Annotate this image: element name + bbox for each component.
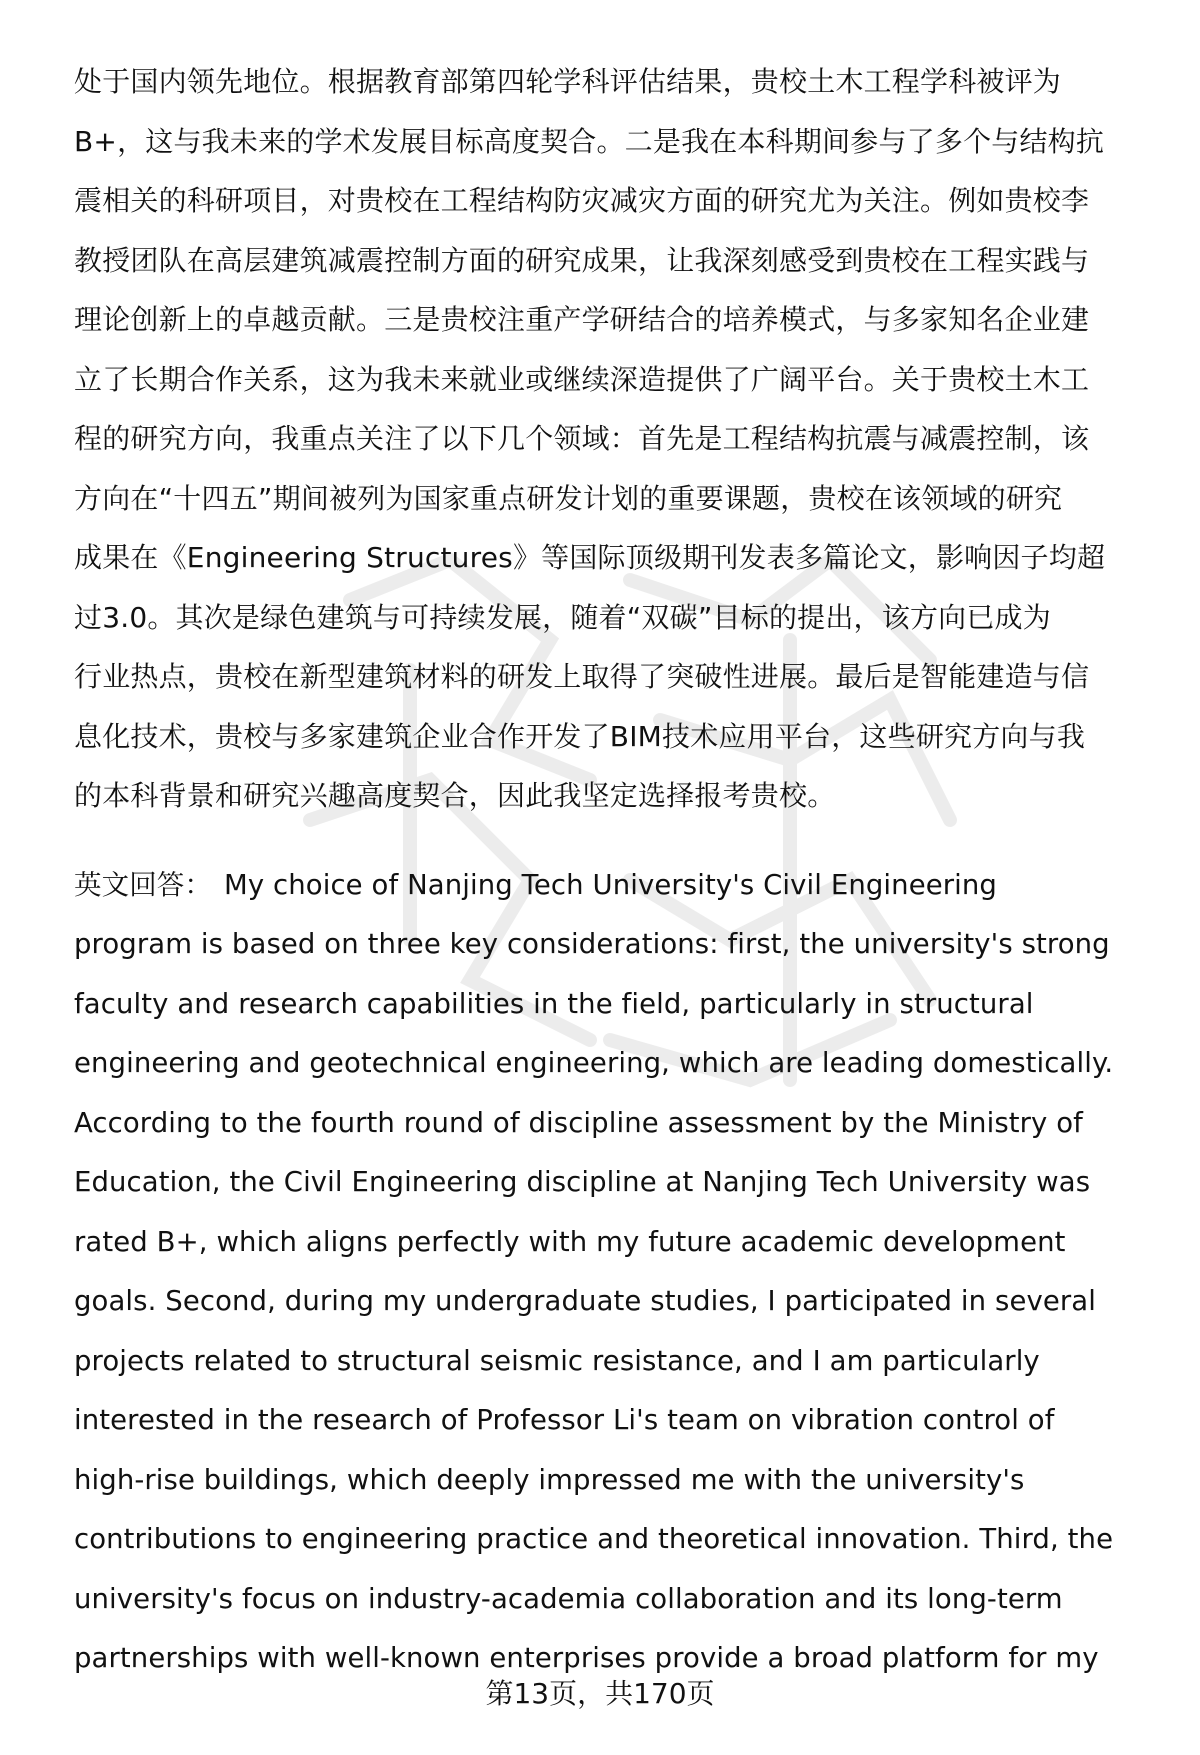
english-answer-line: high-rise buildings, which deeply impressed me with the university's bbox=[74, 1463, 1025, 1496]
english-answer-line: faculty and research capabilities in the field, particularly in structural bbox=[74, 987, 1034, 1020]
english-answer-label: 英文回答： bbox=[74, 868, 212, 901]
english-answer-line: engineering and geotechnical engineering, which are leading domestically. bbox=[74, 1047, 1114, 1079]
english-answer-line: rated B+, which aligns perfectly with my future academic development bbox=[74, 1225, 1066, 1258]
chinese-answer-line: 成果在《Engineering Structures》等国际顶级期刊发表多篇论文，影响因子均超 bbox=[74, 541, 1106, 574]
document-body bbox=[74, 52, 1154, 1689]
chinese-answer-line: B+，这与我未来的学术发展目标高度契合。二是我在本科期间参与了多个与结构抗 bbox=[74, 124, 1105, 158]
chinese-answer-line: 方向在“十四五”期间被列为国家重点研发计划的重要课题，贵校在该领域的研究 bbox=[74, 481, 1063, 515]
english-answer-line: university's focus on industry-academia collaboration and its long-term bbox=[74, 1582, 1063, 1615]
chinese-answer-line: 过3.0。其次是绿色建筑与可持续发展，随着“双碳”目标的提出，该方向已成为 bbox=[74, 600, 1051, 634]
english-answer-line: goals. Second, during my undergraduate studies, I participated in several bbox=[74, 1285, 1096, 1317]
english-answer-line: partnerships with well-known enterprises provide a broad platform for my bbox=[74, 1642, 1099, 1674]
chinese-answer-line: 处于国内领先地位。根据教育部第四轮学科评估结果，贵校土木工程学科被评为 bbox=[74, 65, 1062, 98]
english-answer-line: interested in the research of Professor Li's team on vibration control of bbox=[74, 1404, 1055, 1436]
chinese-answer-line: 立了长期合作关系，这为我未来就业或继续深造提供了广阔平台。关于贵校土木工 bbox=[74, 362, 1090, 396]
english-answer-line: contributions to engineering practice and theoretical innovation. Third, the bbox=[74, 1523, 1114, 1555]
chinese-answer-paragraph bbox=[74, 52, 1154, 826]
chinese-answer-line: 震相关的科研项目，对贵校在工程结构防灾减灾方面的研究尤为关注。例如贵校李 bbox=[74, 184, 1090, 217]
chinese-answer-line: 行业热点，贵校在新型建筑材料的研发上取得了突破性进展。最后是智能建造与信 bbox=[74, 660, 1090, 693]
chinese-answer-line: 教授团队在高层建筑减震控制方面的研究成果，让我深刻感受到贵校在工程实践与 bbox=[74, 243, 1090, 277]
chinese-answer-line: 理论创新上的卓越贡献。三是贵校注重产学研结合的培养模式，与多家知名企业建 bbox=[74, 303, 1090, 336]
chinese-answer-line: 息化技术，贵校与多家建筑企业合作开发了BIM技术应用平台，这些研究方向与我 bbox=[74, 719, 1086, 753]
english-answer-line: projects related to structural seismic resistance, and I am particularly bbox=[74, 1344, 1040, 1377]
chinese-answer-line: 程的研究方向，我重点关注了以下几个领域：首先是工程结构抗震与减震控制，该 bbox=[74, 422, 1090, 455]
chinese-answer-line: 的本科背景和研究兴趣高度契合，因此我坚定选择报考贵校。 bbox=[74, 779, 836, 812]
english-answer-line: Education, the Civil Engineering discipline at Nanjing Tech University was bbox=[74, 1166, 1091, 1198]
english-answer-line: My choice of Nanjing Tech University's Civil Engineering bbox=[224, 868, 997, 901]
english-answer-first-line bbox=[74, 856, 1154, 916]
english-answer-line: program is based on three key considerations: first, the university's strong bbox=[74, 928, 1110, 960]
english-answer-line: According to the fourth round of discipline assessment by the Ministry of bbox=[74, 1106, 1083, 1139]
page-number-footer: 第13页，共170页 bbox=[485, 1677, 715, 1710]
english-answer-paragraph bbox=[74, 856, 1154, 1689]
